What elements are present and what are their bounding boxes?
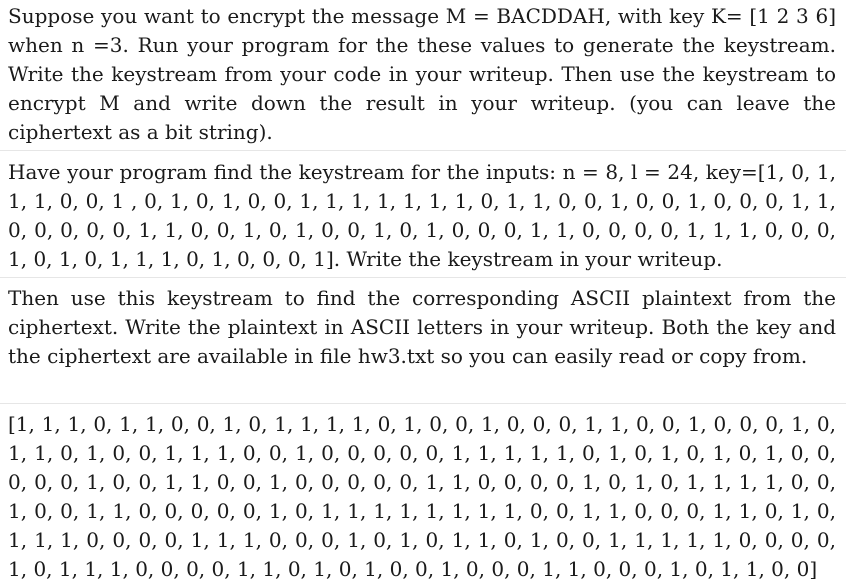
paragraph-encrypt-task: Suppose you want to encrypt the message M = BACDDAH, with key K= [1 2 3 6] when n =3. Run your program for the these values to generate the keystream. Write the keystream from your code in your writeup. Then use the keystream to encrypt M and write down the result in your writeup. (you can leave the ciphertext as a bit string). [8, 4, 836, 144]
paragraph-plaintext-task: Then use this keystream to find the corresponding ASCII plaintext from the ciphertext. Write the plaintext in ASCII letters in your writeup. Both the key and the ciphertext are available in file hw3.txt so you can easily read or copy from. [8, 286, 836, 368]
paragraph-keystream-task: Have your program find the keystream for the inputs: n = 8, l = 24, key=[1, 0, 1, 1, 1, 0, 0, 1 , 0, 1, 0, 1, 0, 0, 1, 1, 1, 1, 1, 1, 1, 0, 1, 1, 0, 0, 1, 0, 0, 1, 0, 0, 0, 1, 1, 0, 0, 0, 0, 0, 1, 1, 0, 0, 1, 0, 1, 0, 0, 1, 0, 1, 0, 0, 0, 1, 1, 0, 0, 0, 0, 1, 1, 1, 0, 0, 0, 1, 0, 1, 0, 1, 1, 1, 0, 1, 0, 0, 0, 1]. Write the keystream in your writeup. [8, 160, 836, 271]
ciphertext-bit-list: [1, 1, 1, 0, 1, 1, 0, 0, 1, 0, 1, 1, 1, 1, 0, 1, 0, 0, 1, 0, 0, 0, 1, 1, 0, 0, 1, 0, 0, 0, 1, 0, 1, 1, 0, 1, 0, 0, 1, 1, 1, 0, 0, 1, 0, 0, 0, 0, 0, 1, 1, 1, 1, 1, 0, 1, 0, 1, 0, 1, 0, 1, 0, 0, 0, 0, 0, 1, 0, 0, 1, 1, 0, 0, 1, 0, 0, 0, 0, 0, 1, 1, 0, 0, 0, 0, 1, 0, 1, 0, 1, 1, 1, 1, 0, 0, 1, 0, 0, 1, 1, 0, 0, 0, 0, 0, 1, 0, 1, 1, 1, 1, 1, 1, 1, 1, 0, 0, 1, 1, 0, 0, 0, 1, 1, 0, 1, 0, 1, 1, 1, 0, 0, 0, 0, 1, 1, 1, 0, 0, 0, 1, 0, 1, 0, 1, 1, 0, 1, 0, 0, 1, 1, 1, 1, 1, 0, 0, 0, 0, 1, 0, 1, 1, 1, 0, 0, 0, 0, 1, 1, 0, 1, 0, 1, 0, 0, 1, 0, 0, 0, 1, 1, 0, 0, 0, 1, 0, 1, 1, 0, 0] [8, 412, 836, 581]
paragraph-separator [0, 150, 846, 151]
paragraph-separator [0, 403, 846, 404]
paragraph-separator [0, 277, 846, 278]
